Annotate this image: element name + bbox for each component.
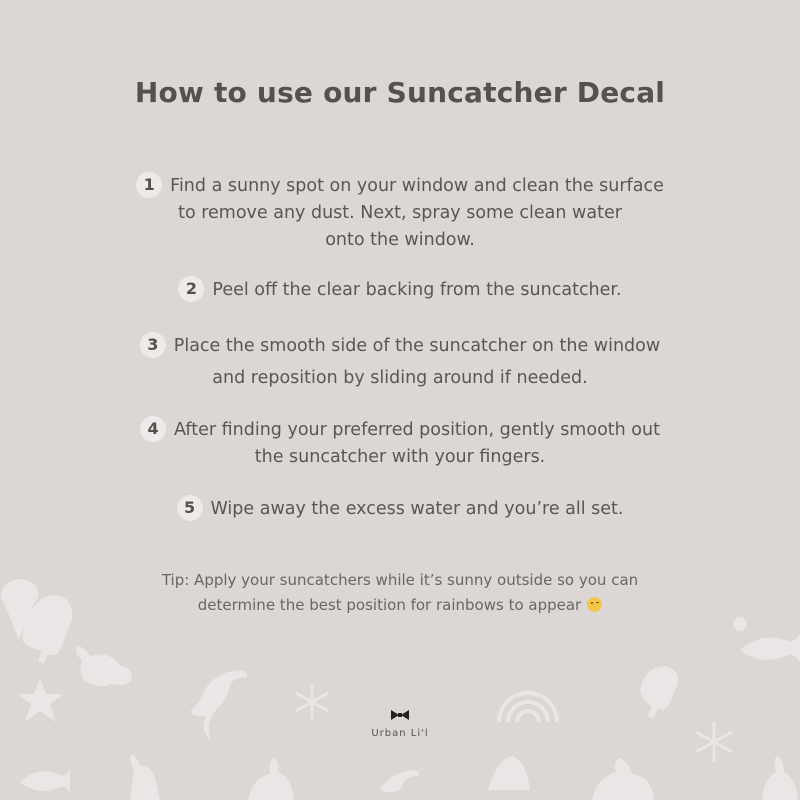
step-number: 1 [136, 172, 162, 198]
step-number: 2 [178, 276, 204, 302]
step-5 [0, 495, 800, 523]
page-title: How to use our Suncatcher Decal [134, 76, 666, 109]
tip-line: Tip: Apply your suncatchers while it’s sunny outside so you can [161, 571, 639, 589]
step-text: Find a sunny spot on your window and clean the surface [170, 176, 664, 196]
bow-tie-icon [390, 709, 410, 721]
step-text: Peel off the clear backing from the suncatcher. [212, 280, 622, 300]
step-text: Place the smooth side of the suncatcher on the window [173, 336, 661, 356]
step-2 [0, 276, 800, 304]
brand-logo [0, 706, 800, 739]
brand-name: Urban Li'l [371, 728, 429, 739]
step-number: 4 [140, 416, 166, 442]
rabbit-icon [76, 646, 132, 686]
step-3 [0, 330, 800, 394]
step-text: Wipe away the excess water and you’re all set. [210, 499, 624, 519]
unicorn-icon [592, 758, 654, 800]
step-text: the suncatcher with your fingers. [254, 447, 546, 467]
ice-cream-icon [488, 756, 530, 790]
step-1 [0, 172, 800, 254]
step-text: and reposition by sliding around if needed. [212, 368, 588, 388]
step-text: After finding your preferred position, gently smooth out [174, 420, 660, 440]
fish-icon [20, 770, 70, 792]
dolphin-icon [380, 770, 419, 792]
fish-icon [740, 634, 800, 662]
rabbit-icon [762, 756, 798, 800]
rabbit-icon [248, 758, 294, 800]
step-number: 5 [177, 495, 203, 521]
tip-line: determine the best position for rainbows to appear [197, 596, 582, 614]
step-number: 3 [140, 332, 166, 358]
step-text: to remove any dust. Next, spray some clean water [178, 203, 622, 223]
step-4 [0, 416, 800, 471]
step-text: onto the window. [325, 230, 475, 250]
rabbit-icon [130, 754, 160, 800]
decorative-silhouettes [0, 560, 800, 800]
